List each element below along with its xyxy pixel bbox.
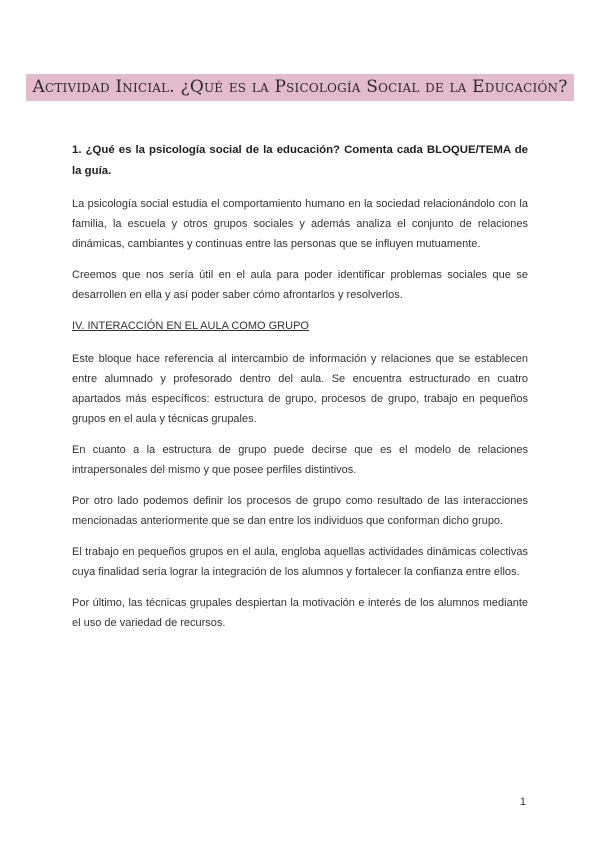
intro-paragraph-2: Creemos que nos sería útil en el aula para poder identificar problemas sociales que se desarrollen en ella y así poder saber cómo afrontarlos y resolverlos. [72, 269, 528, 301]
intro-paragraph-1: La psicología social estudia el comportamiento humano en la sociedad relacionándolo con la familia, la escuela y otros grupos sociales y además analiza el conjunto de relaciones dinámicas, cambiantes y continuas entre las personas que se influyen mutuamente. [72, 198, 528, 250]
title-container [0, 74, 600, 101]
section-paragraph-1: Este bloque hace referencia al intercambio de información y relaciones que se establecen entre alumnado y profesorado dentro del aula. Se encuentra estructurado en cuatro apartados más específicos: estructura de grupo, procesos de grupo, trabajo en pequeños grupos en el aula y técnicas grupales. [72, 353, 528, 425]
document-body [72, 140, 528, 644]
document-title: Actividad Inicial. ¿Qué es la Psicología Social de la Educación? [26, 74, 573, 101]
question-heading: 1. ¿Qué es la psicología social de la educación? Comenta cada BLOQUE/TEMA de la guía. [72, 144, 528, 177]
section-paragraph-2: En cuanto a la estructura de grupo puede decirse que es el modelo de relaciones intrapersonales del mismo y que posee perfiles distintivos. [72, 444, 528, 476]
section-paragraph-4: El trabajo en pequeños grupos en el aula, engloba aquellas actividades dinámicas colectivas cuya finalidad sería lograr la integración de los alumnos y fortalecer la confianza entre ellos. [72, 546, 528, 578]
section-paragraph-3: Por otro lado podemos definir los procesos de grupo como resultado de las interacciones mencionadas anteriormente que se dan entre los individuos que conforman dicho grupo. [72, 495, 528, 527]
page-number: 1 [519, 796, 526, 808]
section-paragraph-5: Por último, las técnicas grupales despiertan la motivación e interés de los alumnos mediante el uso de variedad de recursos. [72, 597, 528, 629]
section-title: IV. INTERACCIÓN EN EL AULA COMO GRUPO [72, 320, 309, 332]
